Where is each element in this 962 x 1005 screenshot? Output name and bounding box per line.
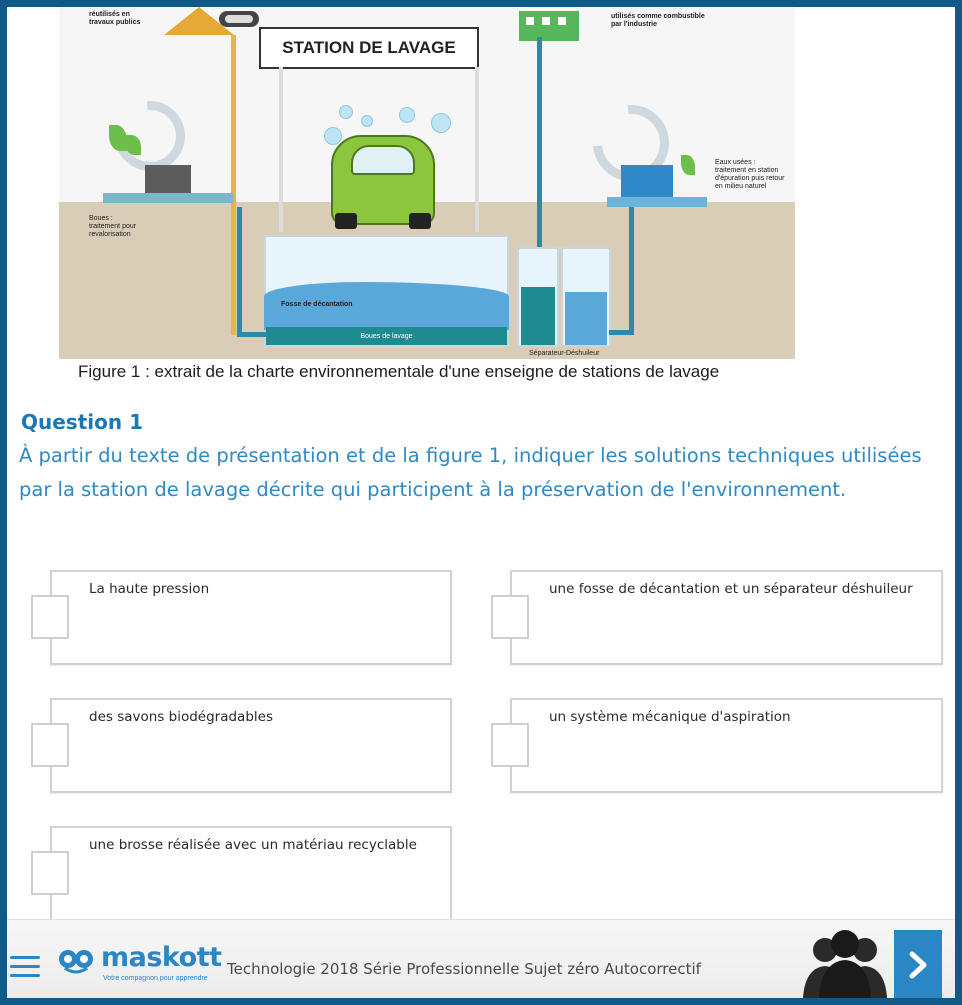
footer-bar: [7, 919, 955, 998]
figure-caption: Figure 1 : extrait de la charte environnementale d'une enseigne de stations de lavage: [78, 362, 720, 381]
logo-mark-icon: [57, 948, 95, 974]
car-wheel: [335, 213, 357, 229]
chevron-right-icon: [907, 950, 929, 980]
label-separateur: Séparateur-Déshuileur: [529, 350, 600, 357]
label-boues: Boues : traitement pour revalorisation: [89, 215, 137, 238]
users-icon[interactable]: [797, 928, 893, 998]
question-text: À partir du texte de présentation et de la figure 1, indiquer les solutions techniques utilisées par la station de lavage décrite qui participent à la préservation de l'environnement.: [19, 444, 922, 501]
option-checkbox[interactable]: [31, 595, 69, 639]
foam-bubble: [399, 107, 415, 123]
app-frame: [7, 7, 955, 998]
car-illustration: [331, 135, 435, 225]
label-combustible: utilisés comme combustible par l'industrie: [611, 13, 705, 28]
pipe-right-h: [609, 330, 634, 335]
separator-water: [565, 292, 607, 345]
option-card[interactable]: [510, 698, 943, 793]
separator-oil: [521, 287, 555, 345]
label-travaux-publics: réutilisés en travaux publics: [89, 11, 141, 26]
option-label: La haute pression: [89, 581, 210, 597]
car-wheel: [409, 213, 431, 229]
course-title: Technologie 2018 Série Professionnelle Sujet zéro Autocorrectif: [227, 960, 701, 978]
option-checkbox[interactable]: [491, 595, 529, 639]
pipe-boues: [231, 35, 236, 335]
foam-bubble: [339, 105, 353, 119]
option-checkbox[interactable]: [31, 851, 69, 895]
platform-right: [607, 197, 707, 207]
pipe-left-h: [237, 332, 267, 337]
option-card[interactable]: [50, 826, 452, 921]
option-label: un système mécanique d'aspiration: [549, 709, 791, 725]
option-checkbox[interactable]: [491, 723, 529, 767]
label-boues-lavage: Boues de lavage: [266, 327, 507, 345]
label-fosse: Fosse de décantation: [281, 301, 353, 308]
pipe-left: [237, 207, 242, 337]
option-label: une fosse de décantation et un séparateur déshuileur: [549, 581, 913, 597]
figure-illustration: [59, 7, 795, 359]
station-title: STATION DE LAVAGE: [259, 27, 479, 69]
construction-icon: [159, 7, 269, 37]
maskott-logo: [57, 942, 222, 986]
option-label: des savons biodégradables: [89, 709, 273, 725]
question-title: Question 1: [21, 410, 143, 434]
option-label: une brosse réalisée avec un matériau recyclable: [89, 837, 417, 853]
option-card[interactable]: [50, 570, 452, 665]
label-eaux: Eaux usées : traitement en station d'épuration puis retour en milieu naturel: [715, 159, 785, 190]
option-card[interactable]: [510, 570, 943, 665]
treatment-building-right: [621, 165, 673, 199]
foam-bubble: [361, 115, 373, 127]
logo-text: maskott: [101, 942, 222, 973]
option-checkbox[interactable]: [31, 723, 69, 767]
platform-left: [103, 193, 233, 203]
treatment-building-left: [145, 165, 191, 195]
car-windshield: [351, 145, 415, 175]
next-button[interactable]: [894, 930, 942, 998]
pipe-right: [629, 205, 634, 335]
option-card[interactable]: [50, 698, 452, 793]
factory-icon: [514, 7, 584, 41]
foam-bubble: [431, 113, 451, 133]
logo-tagline: Votre compagnon pour apprendre: [103, 975, 208, 982]
hamburger-icon[interactable]: [10, 956, 40, 978]
